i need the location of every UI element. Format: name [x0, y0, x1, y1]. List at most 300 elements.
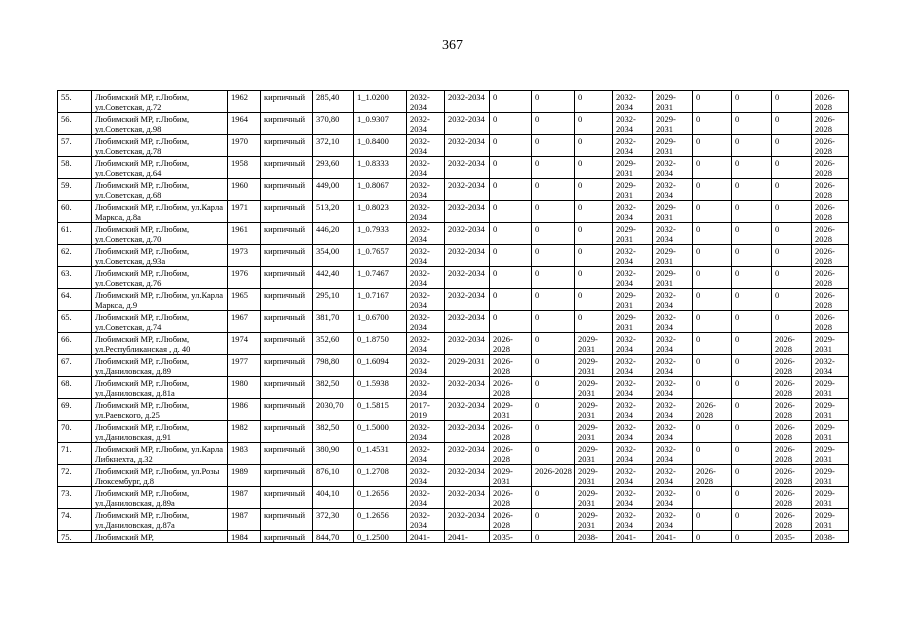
cell-period-11: 2026-2028: [812, 91, 849, 113]
cell-period-7: 2029-2031: [653, 113, 693, 135]
cell-row-number: 60.: [58, 201, 92, 223]
table-row: [58, 179, 849, 201]
cell-period-10: 0: [772, 267, 812, 289]
cell-period-6: 2032-2034: [613, 135, 653, 157]
cell-period-1: 2032-2034: [407, 179, 445, 201]
cell-period-6: 2032-2034: [613, 113, 653, 135]
cell-period-2: 2041-: [445, 531, 490, 543]
table-row: [58, 91, 849, 113]
cell-row-number: 67.: [58, 355, 92, 377]
cell-period-1: 2017-2019: [407, 399, 445, 421]
cell-period-4: 0: [532, 355, 575, 377]
cell-wall-material: кирпичный: [261, 443, 313, 465]
cell-period-8: 0: [693, 487, 732, 509]
cell-address: Любимский МР, г.Любим, ул.Республиканская , д. 40: [92, 333, 228, 355]
cell-period-8: 0: [693, 311, 732, 333]
cell-period-4: 0: [532, 91, 575, 113]
cell-priority-index: 1_0.7933: [354, 223, 407, 245]
cell-wall-material: кирпичный: [261, 113, 313, 135]
cell-period-9: 0: [732, 289, 772, 311]
cell-priority-index: 1_0.9307: [354, 113, 407, 135]
cell-period-3: 0: [490, 91, 532, 113]
cell-period-9: 0: [732, 443, 772, 465]
cell-address: Любимский МР, г.Любим, ул.Карла Маркса, д.9: [92, 289, 228, 311]
cell-period-7: 2032-2034: [653, 157, 693, 179]
cell-period-6: 2029-2031: [613, 179, 653, 201]
cell-period-2: 2032-2034: [445, 267, 490, 289]
cell-period-7: 2032-2034: [653, 179, 693, 201]
cell-period-1: 2041-: [407, 531, 445, 543]
cell-build-year: 1962: [228, 91, 261, 113]
cell-period-3: 0: [490, 289, 532, 311]
cell-wall-material: кирпичный: [261, 465, 313, 487]
cell-area: 380,90: [313, 443, 354, 465]
cell-priority-index: 1_0.7467: [354, 267, 407, 289]
cell-period-6: 2029-2031: [613, 289, 653, 311]
cell-period-3: 0: [490, 201, 532, 223]
cell-period-10: 0: [772, 157, 812, 179]
cell-period-9: 0: [732, 531, 772, 543]
cell-period-7: 2032-2034: [653, 399, 693, 421]
cell-row-number: 73.: [58, 487, 92, 509]
cell-period-1: 2032-2034: [407, 223, 445, 245]
page-number: 367: [442, 38, 463, 53]
cell-period-11: 2026-2028: [812, 179, 849, 201]
cell-period-3: 0: [490, 267, 532, 289]
cell-period-5: 2029-2031: [575, 443, 613, 465]
cell-period-7: 2032-2034: [653, 421, 693, 443]
cell-period-4: 0: [532, 509, 575, 531]
cell-period-3: 0: [490, 311, 532, 333]
cell-priority-index: 1_0.7167: [354, 289, 407, 311]
cell-priority-index: 0_1.2656: [354, 509, 407, 531]
cell-period-8: 0: [693, 289, 732, 311]
cell-period-9: 0: [732, 91, 772, 113]
table-row: [58, 135, 849, 157]
cell-build-year: 1960: [228, 179, 261, 201]
cell-period-9: 0: [732, 421, 772, 443]
cell-period-9: 0: [732, 223, 772, 245]
cell-period-8: 0: [693, 91, 732, 113]
cell-area: 442,40: [313, 267, 354, 289]
cell-build-year: 1984: [228, 531, 261, 543]
cell-build-year: 1964: [228, 113, 261, 135]
cell-period-10: 2026-2028: [772, 355, 812, 377]
cell-period-3: 0: [490, 179, 532, 201]
cell-period-11: 2032-2034: [812, 355, 849, 377]
cell-address: Любимский МР, г.Любим, ул.Даниловская, д.89: [92, 355, 228, 377]
cell-period-7: 2029-2031: [653, 201, 693, 223]
cell-period-2: 2032-2034: [445, 113, 490, 135]
cell-area: 381,70: [313, 311, 354, 333]
cell-row-number: 68.: [58, 377, 92, 399]
cell-period-5: 2038-: [575, 531, 613, 543]
cell-period-5: 2029-2031: [575, 421, 613, 443]
cell-period-11: 2026-2028: [812, 135, 849, 157]
cell-period-2: 2032-2034: [445, 377, 490, 399]
cell-period-6: 2029-2031: [613, 157, 653, 179]
cell-period-9: 0: [732, 465, 772, 487]
cell-wall-material: кирпичный: [261, 223, 313, 245]
cell-period-10: 2026-2028: [772, 333, 812, 355]
cell-period-2: 2032-2034: [445, 399, 490, 421]
cell-period-3: 2029-2031: [490, 465, 532, 487]
cell-period-11: 2038-: [812, 531, 849, 543]
cell-period-10: 2026-2028: [772, 399, 812, 421]
cell-period-10: 0: [772, 135, 812, 157]
cell-period-4: 0: [532, 421, 575, 443]
cell-period-9: 0: [732, 311, 772, 333]
cell-period-1: 2032-2034: [407, 421, 445, 443]
cell-period-5: 0: [575, 245, 613, 267]
cell-period-5: 0: [575, 267, 613, 289]
cell-period-1: 2032-2034: [407, 113, 445, 135]
cell-area: 2030,70: [313, 399, 354, 421]
cell-priority-index: 1_0.8400: [354, 135, 407, 157]
cell-build-year: 1965: [228, 289, 261, 311]
cell-area: 449,00: [313, 179, 354, 201]
cell-row-number: 74.: [58, 509, 92, 531]
table-row: [58, 487, 849, 509]
cell-period-10: 0: [772, 201, 812, 223]
cell-period-7: 2032-2034: [653, 509, 693, 531]
cell-period-5: 0: [575, 223, 613, 245]
cell-period-3: 2026-2028: [490, 421, 532, 443]
cell-period-11: 2026-2028: [812, 201, 849, 223]
cell-period-1: 2032-2034: [407, 135, 445, 157]
cell-address: Любимский МР, г.Любим, ул.Советская, д.98: [92, 113, 228, 135]
cell-period-9: 0: [732, 355, 772, 377]
cell-period-8: 0: [693, 377, 732, 399]
cell-build-year: 1987: [228, 487, 261, 509]
cell-period-4: 0: [532, 223, 575, 245]
cell-address: Любимский МР, г.Любим, ул.Советская, д.76: [92, 267, 228, 289]
cell-period-4: 2026-2028: [532, 465, 575, 487]
cell-address: Любимский МР, г.Любим, ул.Даниловская, д.89а: [92, 487, 228, 509]
table-row: [58, 157, 849, 179]
cell-period-9: 0: [732, 157, 772, 179]
table-row: [58, 377, 849, 399]
table-row: [58, 201, 849, 223]
cell-address: Любимский МР, г.Любим, ул.Даниловская, д.81а: [92, 377, 228, 399]
cell-period-5: 0: [575, 135, 613, 157]
cell-period-7: 2029-2031: [653, 245, 693, 267]
cell-period-1: 2032-2034: [407, 201, 445, 223]
cell-period-10: 2026-2028: [772, 465, 812, 487]
cell-priority-index: 1_0.7657: [354, 245, 407, 267]
cell-period-8: 0: [693, 421, 732, 443]
cell-address: Любимский МР, г.Любим, ул.Советская, д.93а: [92, 245, 228, 267]
cell-period-2: 2032-2034: [445, 201, 490, 223]
cell-row-number: 59.: [58, 179, 92, 201]
cell-period-7: 2029-2031: [653, 91, 693, 113]
cell-row-number: 55.: [58, 91, 92, 113]
cell-build-year: 1973: [228, 245, 261, 267]
cell-area: 446,20: [313, 223, 354, 245]
cell-address: Любимский МР, г.Любим, ул.Розы Люксембург, д.8: [92, 465, 228, 487]
cell-period-2: 2032-2034: [445, 509, 490, 531]
cell-period-8: 2026-2028: [693, 465, 732, 487]
cell-period-5: 0: [575, 311, 613, 333]
cell-period-7: 2032-2034: [653, 223, 693, 245]
cell-period-10: 0: [772, 113, 812, 135]
cell-area: 352,60: [313, 333, 354, 355]
cell-period-8: 0: [693, 223, 732, 245]
cell-period-6: 2032-2034: [613, 333, 653, 355]
cell-address: Любимский МР, г.Любим, ул.Раевского, д.25: [92, 399, 228, 421]
cell-period-11: 2026-2028: [812, 267, 849, 289]
table-row: [58, 421, 849, 443]
cell-period-2: 2032-2034: [445, 333, 490, 355]
cell-period-3: 2026-2028: [490, 355, 532, 377]
cell-period-9: 0: [732, 245, 772, 267]
cell-period-4: 0: [532, 179, 575, 201]
table-row: [58, 267, 849, 289]
cell-period-10: 2026-2028: [772, 377, 812, 399]
table-row: [58, 245, 849, 267]
cell-period-1: 2032-2034: [407, 311, 445, 333]
cell-period-6: 2032-2034: [613, 377, 653, 399]
cell-period-4: 0: [532, 289, 575, 311]
cell-priority-index: 0_1.8750: [354, 333, 407, 355]
cell-period-7: 2032-2034: [653, 289, 693, 311]
cell-period-6: 2032-2034: [613, 465, 653, 487]
cell-period-10: 2026-2028: [772, 509, 812, 531]
cell-build-year: 1989: [228, 465, 261, 487]
cell-priority-index: 0_1.6094: [354, 355, 407, 377]
cell-period-8: 0: [693, 245, 732, 267]
cell-wall-material: кирпичный: [261, 157, 313, 179]
cell-period-2: 2032-2034: [445, 91, 490, 113]
cell-period-11: 2029-2031: [812, 487, 849, 509]
cell-period-9: 0: [732, 487, 772, 509]
cell-period-4: 0: [532, 333, 575, 355]
cell-area: 844,70: [313, 531, 354, 543]
cell-address: Любимский МР, г.Любим, ул.Советская, д.68: [92, 179, 228, 201]
cell-period-4: 0: [532, 245, 575, 267]
cell-period-1: 2032-2034: [407, 487, 445, 509]
cell-priority-index: 0_1.2656: [354, 487, 407, 509]
cell-period-3: 2026-2028: [490, 377, 532, 399]
cell-period-6: 2032-2034: [613, 399, 653, 421]
cell-period-1: 2032-2034: [407, 443, 445, 465]
cell-priority-index: 0_1.5000: [354, 421, 407, 443]
cell-period-4: 0: [532, 531, 575, 543]
cell-row-number: 71.: [58, 443, 92, 465]
cell-period-7: 2029-2031: [653, 135, 693, 157]
cell-period-8: 0: [693, 267, 732, 289]
cell-wall-material: кирпичный: [261, 135, 313, 157]
cell-wall-material: кирпичный: [261, 91, 313, 113]
cell-period-8: 0: [693, 531, 732, 543]
cell-period-3: 2035-: [490, 531, 532, 543]
cell-row-number: 64.: [58, 289, 92, 311]
cell-wall-material: кирпичный: [261, 267, 313, 289]
cell-build-year: 1986: [228, 399, 261, 421]
cell-period-2: 2032-2034: [445, 245, 490, 267]
cell-build-year: 1982: [228, 421, 261, 443]
cell-period-11: 2029-2031: [812, 399, 849, 421]
cell-period-3: 0: [490, 245, 532, 267]
cell-period-10: 2026-2028: [772, 487, 812, 509]
cell-address: Любимский МР, г.Любим, ул.Советская, д.78: [92, 135, 228, 157]
cell-period-6: 2032-2034: [613, 509, 653, 531]
cell-period-10: 0: [772, 289, 812, 311]
cell-wall-material: кирпичный: [261, 179, 313, 201]
table-row: [58, 355, 849, 377]
cell-period-9: 0: [732, 509, 772, 531]
cell-period-6: 2032-2034: [613, 201, 653, 223]
cell-area: 370,80: [313, 113, 354, 135]
cell-period-6: 2032-2034: [613, 245, 653, 267]
cell-period-2: 2032-2034: [445, 487, 490, 509]
cell-row-number: 72.: [58, 465, 92, 487]
cell-area: 382,50: [313, 421, 354, 443]
cell-period-2: 2032-2034: [445, 443, 490, 465]
cell-build-year: 1961: [228, 223, 261, 245]
cell-row-number: 70.: [58, 421, 92, 443]
cell-period-11: 2029-2031: [812, 465, 849, 487]
cell-period-8: 0: [693, 157, 732, 179]
cell-area: 295,10: [313, 289, 354, 311]
cell-period-2: 2032-2034: [445, 421, 490, 443]
cell-priority-index: 0_1.4531: [354, 443, 407, 465]
housing-registry-table: [57, 90, 849, 543]
cell-wall-material: кирпичный: [261, 399, 313, 421]
table-row: [58, 113, 849, 135]
cell-period-8: 0: [693, 333, 732, 355]
cell-period-5: 0: [575, 91, 613, 113]
cell-address: Любимский МР, г.Любим, ул.Советская, д.72: [92, 91, 228, 113]
cell-period-6: 2041-: [613, 531, 653, 543]
cell-period-4: 0: [532, 443, 575, 465]
cell-period-5: 0: [575, 289, 613, 311]
cell-period-2: 2032-2034: [445, 135, 490, 157]
cell-period-11: 2029-2031: [812, 333, 849, 355]
cell-period-7: 2032-2034: [653, 355, 693, 377]
cell-period-4: 0: [532, 113, 575, 135]
cell-wall-material: кирпичный: [261, 421, 313, 443]
cell-period-11: 2026-2028: [812, 157, 849, 179]
cell-wall-material: кирпичный: [261, 377, 313, 399]
cell-period-5: 2029-2031: [575, 487, 613, 509]
cell-period-10: 2026-2028: [772, 443, 812, 465]
cell-priority-index: 1_0.6700: [354, 311, 407, 333]
cell-row-number: 58.: [58, 157, 92, 179]
cell-period-11: 2029-2031: [812, 443, 849, 465]
cell-period-5: 2029-2031: [575, 465, 613, 487]
cell-period-3: 2026-2028: [490, 487, 532, 509]
cell-period-6: 2032-2034: [613, 267, 653, 289]
cell-period-3: 2029-2031: [490, 399, 532, 421]
cell-row-number: 75.: [58, 531, 92, 543]
cell-address: Любимский МР, г.Любим, ул.Карла Либкнехта, д.32: [92, 443, 228, 465]
cell-period-2: 2032-2034: [445, 179, 490, 201]
cell-period-5: 2029-2031: [575, 509, 613, 531]
cell-address: Любимский МР, г.Любим, ул.Советская, д.70: [92, 223, 228, 245]
cell-period-9: 0: [732, 333, 772, 355]
cell-period-2: 2032-2034: [445, 223, 490, 245]
cell-period-1: 2032-2034: [407, 267, 445, 289]
cell-period-5: 0: [575, 179, 613, 201]
cell-period-6: 2032-2034: [613, 487, 653, 509]
cell-period-2: 2032-2034: [445, 157, 490, 179]
cell-area: 372,30: [313, 509, 354, 531]
cell-period-6: 2032-2034: [613, 443, 653, 465]
cell-period-3: 0: [490, 113, 532, 135]
cell-period-7: 2032-2034: [653, 311, 693, 333]
cell-period-7: 2032-2034: [653, 443, 693, 465]
cell-period-1: 2032-2034: [407, 465, 445, 487]
cell-period-10: 0: [772, 91, 812, 113]
cell-period-10: 0: [772, 179, 812, 201]
cell-period-7: 2032-2034: [653, 487, 693, 509]
cell-row-number: 61.: [58, 223, 92, 245]
table-row: [58, 289, 849, 311]
cell-row-number: 69.: [58, 399, 92, 421]
cell-period-4: 0: [532, 135, 575, 157]
cell-period-11: 2026-2028: [812, 245, 849, 267]
table-row: [58, 465, 849, 487]
cell-build-year: 1976: [228, 267, 261, 289]
cell-build-year: 1970: [228, 135, 261, 157]
cell-period-6: 2032-2034: [613, 91, 653, 113]
cell-address: Любимский МР, г.Любим, ул.Даниловская, д.87а: [92, 509, 228, 531]
cell-period-1: 2032-2034: [407, 157, 445, 179]
cell-period-1: 2032-2034: [407, 377, 445, 399]
cell-row-number: 63.: [58, 267, 92, 289]
cell-period-3: 0: [490, 135, 532, 157]
cell-wall-material: кирпичный: [261, 531, 313, 543]
cell-period-3: 0: [490, 223, 532, 245]
cell-address: Любимский МР, г.Любим, ул.Советская, д.64: [92, 157, 228, 179]
cell-period-1: 2032-2034: [407, 355, 445, 377]
cell-period-8: 0: [693, 201, 732, 223]
cell-build-year: 1974: [228, 333, 261, 355]
cell-period-5: 2029-2031: [575, 399, 613, 421]
cell-build-year: 1967: [228, 311, 261, 333]
cell-period-8: 0: [693, 113, 732, 135]
cell-period-5: 0: [575, 201, 613, 223]
cell-period-7: 2041-: [653, 531, 693, 543]
cell-area: 404,10: [313, 487, 354, 509]
cell-period-2: 2032-2034: [445, 289, 490, 311]
cell-period-4: 0: [532, 487, 575, 509]
cell-priority-index: 0_1.2708: [354, 465, 407, 487]
cell-wall-material: кирпичный: [261, 355, 313, 377]
cell-build-year: 1977: [228, 355, 261, 377]
cell-period-11: 2029-2031: [812, 377, 849, 399]
cell-wall-material: кирпичный: [261, 289, 313, 311]
cell-address: Любимский МР,: [92, 531, 228, 543]
cell-area: 876,10: [313, 465, 354, 487]
cell-period-9: 0: [732, 201, 772, 223]
cell-priority-index: 0_1.2500: [354, 531, 407, 543]
cell-period-8: 0: [693, 443, 732, 465]
table-row: [58, 399, 849, 421]
cell-period-4: 0: [532, 201, 575, 223]
cell-row-number: 62.: [58, 245, 92, 267]
cell-period-7: 2029-2031: [653, 267, 693, 289]
cell-period-8: 0: [693, 135, 732, 157]
cell-row-number: 65.: [58, 311, 92, 333]
cell-period-8: 0: [693, 179, 732, 201]
cell-period-10: 0: [772, 223, 812, 245]
cell-period-9: 0: [732, 113, 772, 135]
cell-period-8: 0: [693, 355, 732, 377]
table-row: [58, 223, 849, 245]
cell-period-1: 2032-2034: [407, 333, 445, 355]
